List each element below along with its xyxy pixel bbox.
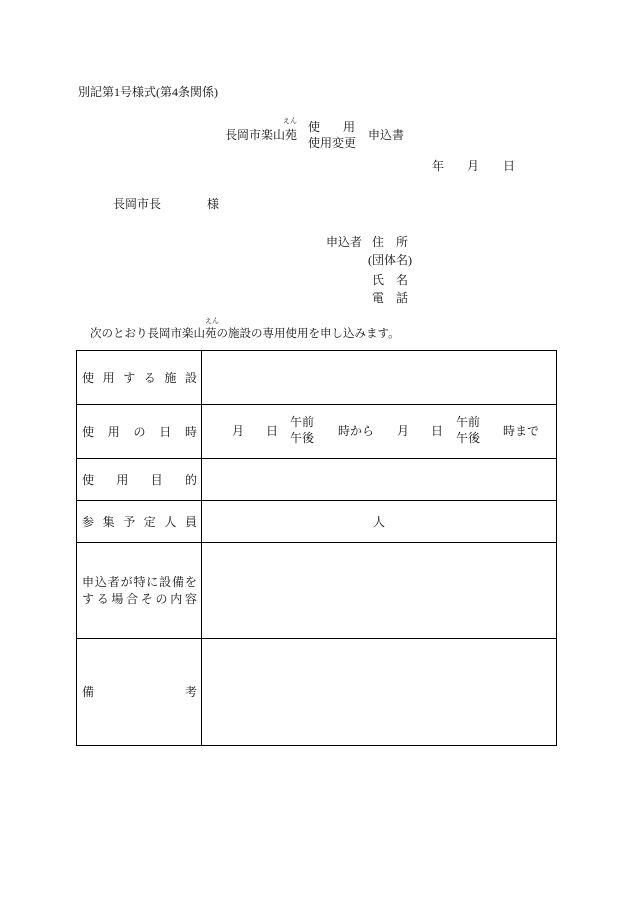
- attendees-unit: 人: [372, 514, 385, 529]
- end-suffix: 時まで: [503, 424, 540, 438]
- datetime-label-cell: [77, 405, 202, 459]
- label-character: 住: [372, 235, 385, 249]
- label-character: 氏: [372, 273, 385, 287]
- label-character: 用: [102, 370, 115, 385]
- remarks-value-cell: [202, 639, 557, 746]
- label-character: 施: [164, 370, 177, 385]
- label-character: 込: [94, 574, 107, 589]
- label-character: 話: [395, 291, 408, 305]
- label-character: 特: [133, 574, 146, 589]
- purpose-value-cell: [202, 459, 557, 501]
- label-character: 使: [82, 370, 95, 385]
- title-suffix: 申込書: [368, 128, 405, 142]
- label-character: 集: [102, 514, 115, 529]
- label-character: 日: [159, 424, 172, 439]
- label-character: 定: [143, 514, 156, 529]
- label-character: 用: [342, 120, 355, 134]
- date-month: 月: [467, 159, 480, 173]
- label-character: 使: [82, 472, 95, 487]
- applicant-label: 申込者: [326, 235, 363, 249]
- label-character: 内: [170, 591, 183, 606]
- label-character: 電: [372, 291, 385, 305]
- facility-label-cell: [77, 351, 202, 405]
- label-character: る: [143, 370, 156, 385]
- label-character: 備: [82, 685, 95, 699]
- date-year: 年: [432, 159, 445, 173]
- addressee-honorific: 様: [207, 197, 220, 211]
- datetime-value-cell: [202, 405, 557, 459]
- label-character: 員: [184, 514, 197, 529]
- label-character: 容: [184, 591, 197, 606]
- label-character: 的: [184, 472, 197, 487]
- label-character: 時: [184, 424, 197, 439]
- label-character: 用: [107, 424, 120, 439]
- facility-value-cell: [202, 351, 557, 405]
- label-character: 合: [126, 591, 139, 606]
- end-month: 月: [397, 424, 410, 438]
- applicant-address-label: [372, 235, 408, 249]
- start-month: 月: [232, 424, 245, 438]
- attendees-label-cell: [77, 501, 202, 543]
- datetime-label: [82, 425, 197, 439]
- statement-text: 次のとおり長岡市楽山苑の施設の専用使用を申し込みます。: [90, 328, 400, 340]
- label-character: 備: [172, 574, 185, 589]
- purpose-label: [82, 473, 197, 487]
- label-character: の: [155, 591, 168, 606]
- label-character: 設: [184, 370, 197, 385]
- applicant-phone-label: [372, 291, 408, 305]
- applicant-organization-label: (団体名): [368, 253, 412, 267]
- label-character: 予: [123, 514, 136, 529]
- applicant-name-label: [372, 273, 408, 287]
- label-character: る: [96, 591, 109, 606]
- label-character: す: [123, 370, 136, 385]
- label-character: 用: [116, 472, 129, 487]
- title-type-use: [308, 120, 355, 134]
- label-character: 所: [395, 235, 408, 249]
- remarks-label: [82, 685, 197, 699]
- label-character: 参: [82, 514, 95, 529]
- label-character: 使: [82, 424, 95, 439]
- attendees-label: [82, 515, 197, 529]
- label-character: 名: [395, 273, 408, 287]
- equipment-value-cell: [202, 543, 557, 639]
- end-day: 日: [431, 424, 444, 438]
- start-pm: 午後: [290, 431, 315, 445]
- title-type-change: 使用変更: [308, 136, 357, 150]
- label-character: の: [133, 424, 146, 439]
- facility-label: [82, 371, 197, 385]
- label-character: す: [82, 591, 95, 606]
- label-character: に: [146, 574, 159, 589]
- start-suffix: 時から: [338, 424, 375, 438]
- label-character: 人: [164, 514, 177, 529]
- start-day: 日: [266, 424, 279, 438]
- application-table: [76, 350, 557, 746]
- label-character: そ: [140, 591, 153, 606]
- remarks-label-cell: [77, 639, 202, 746]
- label-character: を: [184, 574, 197, 589]
- end-pm: 午後: [456, 431, 481, 445]
- addressee-name: 長岡市長: [113, 197, 162, 211]
- label-character: 設: [159, 574, 172, 589]
- date-day: 日: [503, 159, 516, 173]
- equipment-label-line-2: [82, 591, 197, 608]
- label-character: 場: [111, 591, 124, 606]
- equipment-label-cell: [77, 543, 202, 639]
- label-character: 者: [107, 574, 120, 589]
- title-facility-name: 長岡市楽山苑: [225, 128, 298, 142]
- label-character: 目: [150, 472, 163, 487]
- end-am: 午前: [456, 415, 481, 429]
- statement-ruby: えん: [205, 317, 219, 325]
- label-character: 申: [82, 574, 95, 589]
- label-character: が: [120, 574, 133, 589]
- attendees-value-cell: [202, 501, 557, 543]
- label-character: 使: [308, 120, 321, 134]
- form-number: 別記第1号様式(第4条関係): [78, 85, 218, 99]
- start-am: 午前: [290, 415, 315, 429]
- equipment-label-line-1: [82, 574, 197, 591]
- purpose-label-cell: [77, 459, 202, 501]
- label-character: 考: [184, 685, 197, 699]
- title-ruby: えん: [283, 117, 297, 125]
